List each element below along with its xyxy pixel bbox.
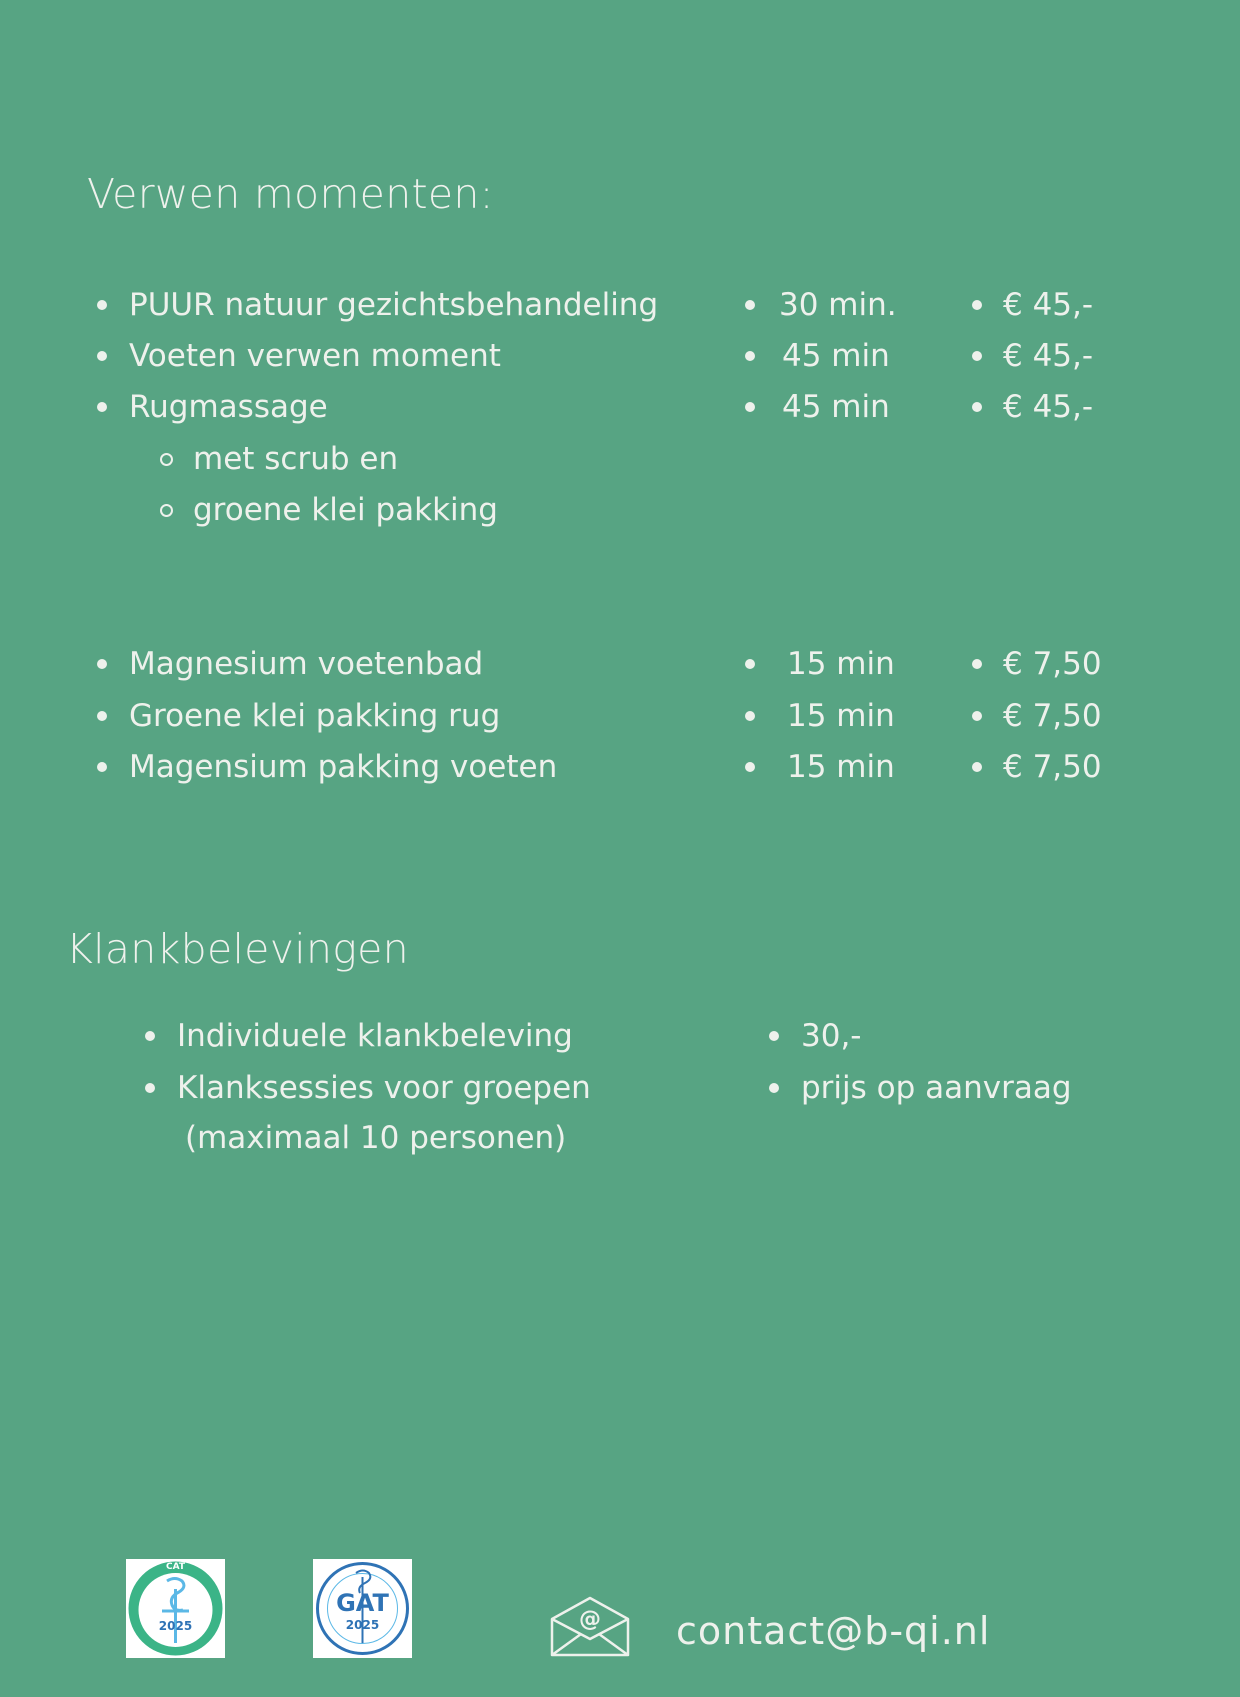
treatment-name: Voeten verwen moment bbox=[129, 338, 501, 374]
treatment-price: € 45,- bbox=[1003, 389, 1094, 425]
klank-price: prijs op aanvraag bbox=[801, 1070, 1072, 1106]
treatment-sub-item bbox=[0, 433, 700, 485]
treatment-row bbox=[0, 381, 1240, 433]
svg-text:@: @ bbox=[579, 1607, 601, 1632]
envelope-icon bbox=[549, 1595, 631, 1663]
extra-row bbox=[0, 741, 1240, 793]
gat-logo-label: GAT bbox=[336, 1589, 389, 1617]
cat-logo bbox=[126, 1559, 225, 1658]
gat-logo bbox=[313, 1559, 412, 1658]
treatment-name: PUUR natuur gezichtsbehandeling bbox=[129, 287, 659, 323]
treatment-name: Rugmassage bbox=[129, 389, 328, 425]
contact-email[interactable]: contact@b-qi.nl bbox=[676, 1609, 991, 1653]
treatment-duration: 45 min bbox=[782, 389, 890, 425]
gat-logo-year: 2025 bbox=[345, 1618, 380, 1632]
klank-note-text: (maximaal 10 personen) bbox=[185, 1120, 567, 1156]
extra-name: Magensium pakking voeten bbox=[129, 749, 558, 785]
extra-price: € 7,50 bbox=[1003, 646, 1102, 682]
treatment-sub-item bbox=[0, 484, 700, 536]
cat-logo-year: 2025 bbox=[158, 1619, 193, 1633]
treatment-duration: 30 min. bbox=[779, 287, 897, 323]
extra-duration: 15 min bbox=[787, 749, 895, 785]
klank-note bbox=[0, 1112, 700, 1164]
klank-name: Klanksessies voor groepen bbox=[177, 1070, 591, 1106]
extra-price: € 7,50 bbox=[1003, 749, 1102, 785]
treatment-price: € 45,- bbox=[1003, 287, 1094, 323]
extra-name: Magnesium voetenbad bbox=[129, 646, 484, 682]
extra-row bbox=[0, 690, 1240, 742]
cat-logo-label: CAT bbox=[165, 1562, 186, 1572]
treatment-row bbox=[0, 279, 1240, 331]
treatment-price: € 45,- bbox=[1003, 338, 1094, 374]
treatment-duration: 45 min bbox=[782, 338, 890, 374]
cat-seal-icon bbox=[126, 1559, 225, 1658]
section-title-verwen: Verwen momenten: bbox=[87, 170, 494, 218]
sub-item-text: met scrub en bbox=[193, 441, 399, 477]
klank-price: 30,- bbox=[801, 1018, 862, 1054]
extra-price: € 7,50 bbox=[1003, 698, 1102, 734]
extra-duration: 15 min bbox=[787, 698, 895, 734]
gat-seal-icon bbox=[313, 1559, 412, 1658]
treatment-row bbox=[0, 330, 1240, 382]
klank-row bbox=[0, 1010, 1240, 1062]
section-title-klank: Klankbelevingen bbox=[66, 925, 409, 973]
sub-item-text: groene klei pakking bbox=[193, 492, 498, 528]
extra-duration: 15 min bbox=[787, 646, 895, 682]
klank-name: Individuele klankbeleving bbox=[177, 1018, 573, 1054]
klank-row bbox=[0, 1062, 1240, 1114]
extra-row bbox=[0, 638, 1240, 690]
extra-name: Groene klei pakking rug bbox=[129, 698, 501, 734]
